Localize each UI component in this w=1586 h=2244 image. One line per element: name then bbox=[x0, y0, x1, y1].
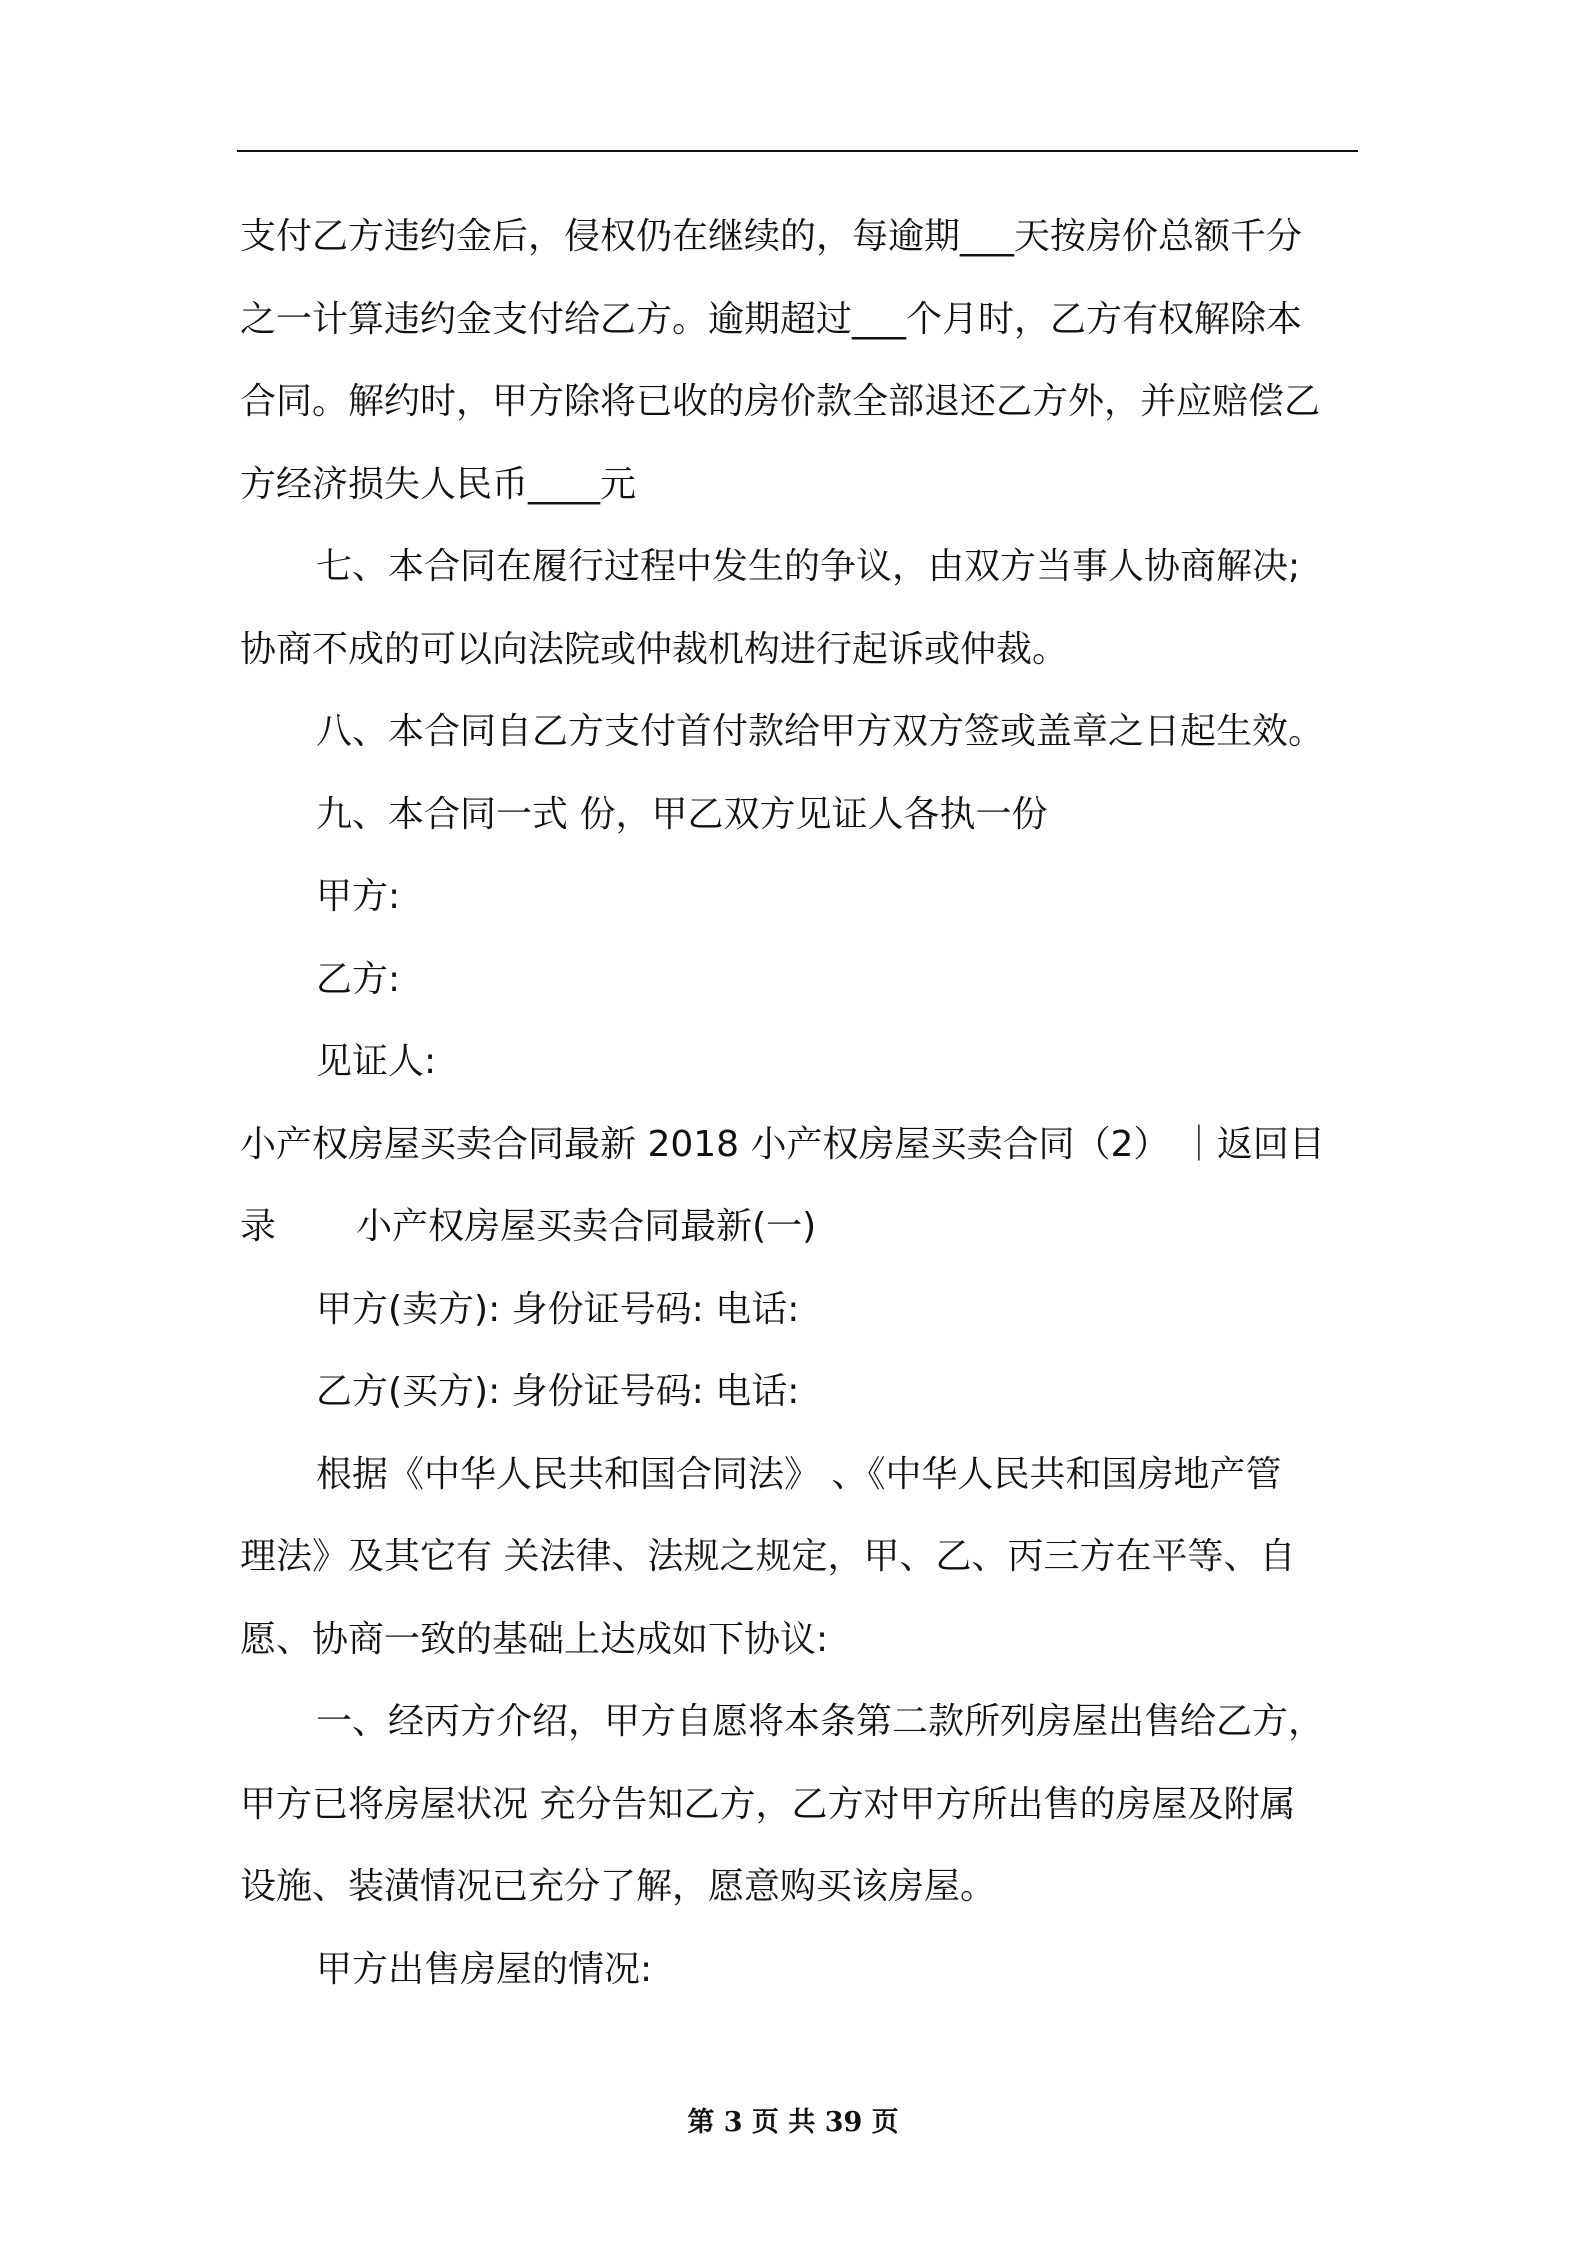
text-line: 愿、协商一致的基础上达成如下协议: bbox=[240, 1618, 829, 1660]
section-heading: 录 小产权房屋买卖合同最新(一) bbox=[240, 1206, 817, 1247]
document-body bbox=[240, 196, 1358, 2011]
text-line: 八、本合同自乙方支付首付款给甲方双方签或盖章之日起生效。 bbox=[316, 711, 1325, 752]
text-line: 甲方已将房屋状况 充分告知乙方，乙方对甲方所出售的房屋及附属 bbox=[240, 1783, 1296, 1825]
text-line: 之一计算违约金支付给乙方。逾期超过___个月时，乙方有权解除本 bbox=[240, 298, 1303, 340]
page-number: 第 3 页 共 39 页 bbox=[687, 2107, 899, 2138]
signature-label-party-a: 甲方: bbox=[316, 876, 401, 917]
text-line: 甲方出售房屋的情况: bbox=[316, 1948, 653, 1990]
text-line: 方经济损失人民币____元 bbox=[240, 463, 637, 505]
signature-label-witness: 见证人: bbox=[316, 1041, 437, 1082]
text-line: 理法》及其它有 关法律、法规之规定，甲、乙、丙三方在平等、自 bbox=[240, 1536, 1296, 1577]
header-rule bbox=[237, 150, 1358, 152]
signature-label-party-b: 乙方: bbox=[316, 958, 401, 1000]
text-line: 乙方(买方): 身份证号码: 电话: bbox=[316, 1371, 800, 1412]
text-line: 合同。解约时，甲方除将已收的房价款全部退还乙方外，并应赔偿乙 bbox=[240, 381, 1321, 422]
text-line: 七、本合同在履行过程中发生的争议，由双方当事人协商解决; bbox=[316, 546, 1301, 587]
toc-link-line[interactable]: 小产权房屋买卖合同最新 2018 小产权房屋买卖合同（2） ｜返回目 bbox=[240, 1123, 1325, 1165]
text-line: 协商不成的可以向法院或仲裁机构进行起诉或仲裁。 bbox=[240, 628, 1069, 670]
text-line: 九、本合同一式 份，甲乙双方见证人各执一份 bbox=[316, 793, 1048, 835]
text-line: 甲方(卖方): 身份证号码: 电话: bbox=[316, 1288, 800, 1330]
text-line: 一、经丙方介绍，甲方自愿将本条第二款所列房屋出售给乙方， bbox=[316, 1701, 1325, 1742]
text-line: 设施、装潢情况已充分了解，愿意购买该房屋。 bbox=[240, 1866, 997, 1907]
text-line: 根据《中华人民共和国合同法》 、《中华人民共和国房地产管 bbox=[316, 1453, 1282, 1495]
text-line: 支付乙方违约金后，侵权仍在继续的，每逾期___天按房价总额千分 bbox=[240, 216, 1303, 257]
